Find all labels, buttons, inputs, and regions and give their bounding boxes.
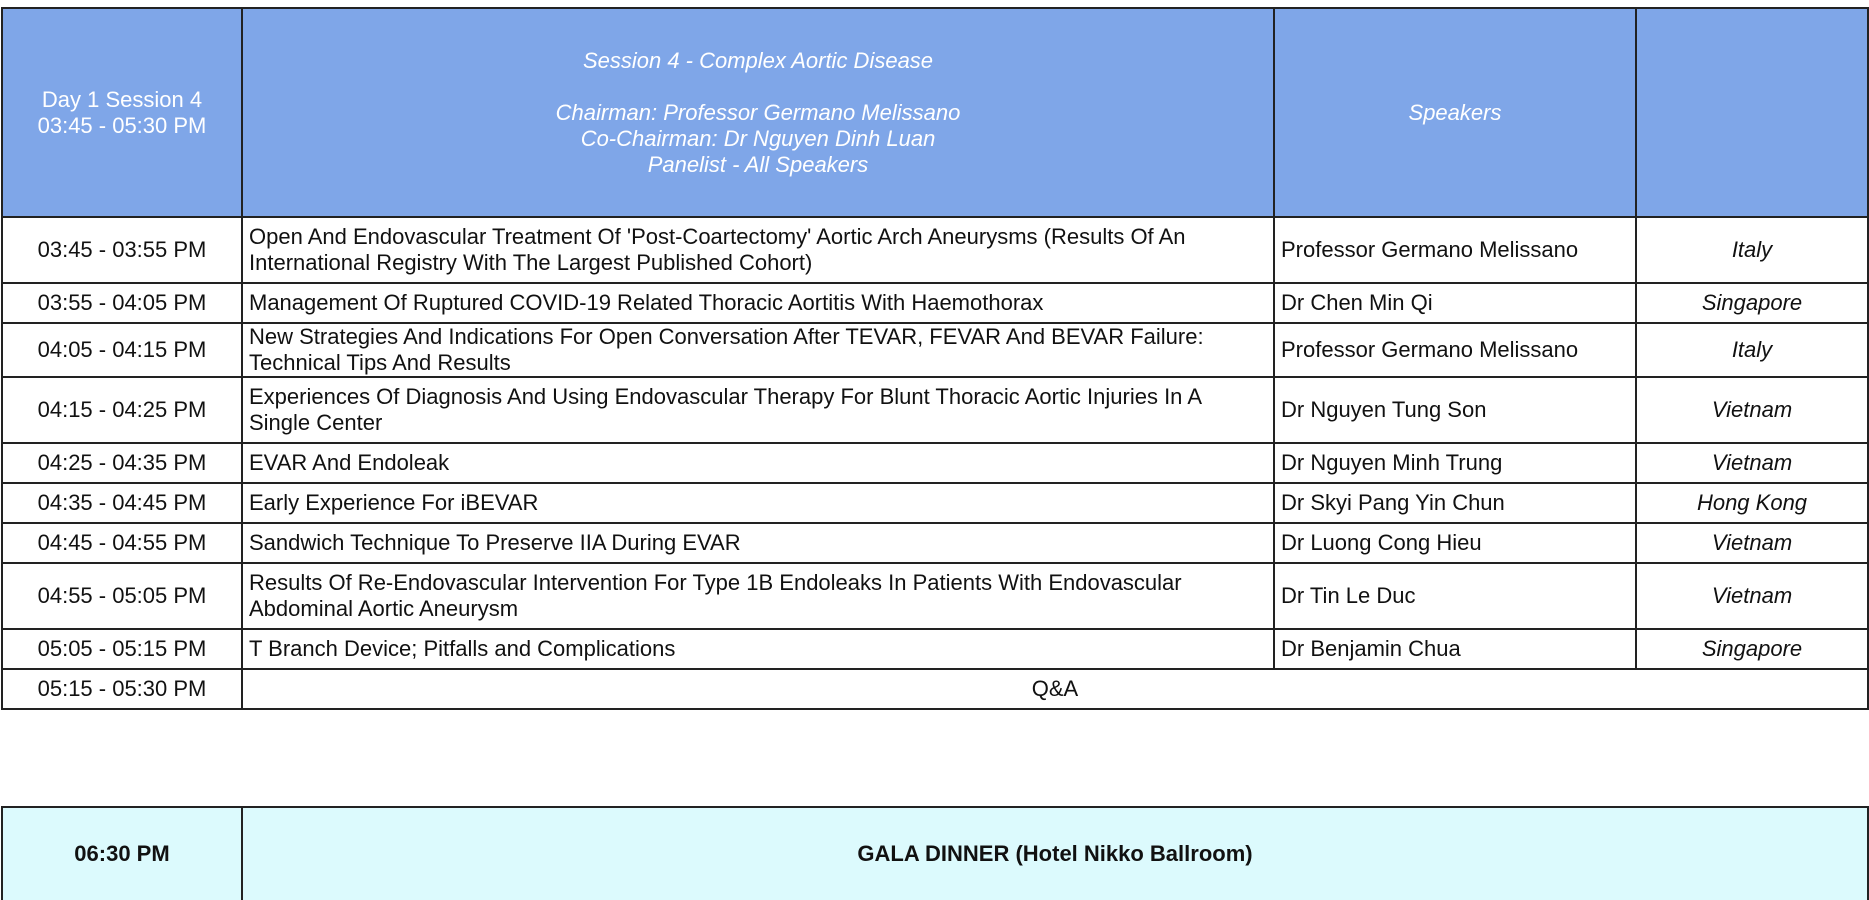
row-country: Vietnam xyxy=(1636,377,1868,443)
table-row xyxy=(2,443,1868,483)
speakers-header: Speakers xyxy=(1274,8,1636,217)
row-time: 04:25 - 04:35 PM xyxy=(2,443,242,483)
row-time: 03:55 - 04:05 PM xyxy=(2,283,242,323)
row-topic: New Strategies And Indications For Open Conversation After TEVAR, FEVAR And BEVAR Failure: Technical Tips And Results xyxy=(242,323,1274,377)
row-speaker: Dr Luong Cong Hieu xyxy=(1274,523,1636,563)
row-topic: Results Of Re-Endovascular Intervention For Type 1B Endoleaks In Patients With Endovascular Abdominal Aortic Aneurysm xyxy=(242,563,1274,629)
qa-label: Q&A xyxy=(242,669,1868,709)
row-topic: Management Of Ruptured COVID-19 Related Thoracic Aortitis With Haemothorax xyxy=(242,283,1274,323)
row-time: 04:35 - 04:45 PM xyxy=(2,483,242,523)
row-country: Vietnam xyxy=(1636,563,1868,629)
gala-table xyxy=(1,806,1869,900)
session-header-row xyxy=(2,8,1868,217)
qa-row xyxy=(2,669,1868,709)
row-country: Singapore xyxy=(1636,629,1868,669)
session-title-cell xyxy=(242,8,1274,217)
row-topic: Experiences Of Diagnosis And Using Endovascular Therapy For Blunt Thoracic Aortic Injuries In A Single Center xyxy=(242,377,1274,443)
session-co-chairman: Co-Chairman: Dr Nguyen Dinh Luan xyxy=(580,125,936,151)
session-panelist: Panelist - All Speakers xyxy=(647,151,869,177)
row-topic: EVAR And Endoleak xyxy=(242,443,1274,483)
row-time: 05:05 - 05:15 PM xyxy=(2,629,242,669)
table-row xyxy=(2,523,1868,563)
row-time: 04:55 - 05:05 PM xyxy=(2,563,242,629)
row-speaker: Dr Skyi Pang Yin Chun xyxy=(1274,483,1636,523)
row-country: Italy xyxy=(1636,323,1868,377)
session-day-time: 03:45 - 05:30 PM xyxy=(37,112,207,138)
row-time: 04:05 - 04:15 PM xyxy=(2,323,242,377)
table-row xyxy=(2,283,1868,323)
row-speaker: Dr Tin Le Duc xyxy=(1274,563,1636,629)
row-topic: Early Experience For iBEVAR xyxy=(242,483,1274,523)
session-title: Session 4 - Complex Aortic Disease xyxy=(582,47,934,73)
row-topic: T Branch Device; Pitfalls and Complications xyxy=(242,629,1274,669)
gala-time: 06:30 PM xyxy=(2,807,242,900)
table-row xyxy=(2,483,1868,523)
table-row xyxy=(2,563,1868,629)
row-topic: Sandwich Technique To Preserve IIA During EVAR xyxy=(242,523,1274,563)
row-country: Vietnam xyxy=(1636,443,1868,483)
row-country: Singapore xyxy=(1636,283,1868,323)
row-speaker: Dr Chen Min Qi xyxy=(1274,283,1636,323)
row-topic: Open And Endovascular Treatment Of 'Post-Coartectomy' Aortic Arch Aneurysms (Results Of An International Registry With The Largest Published Cohort) xyxy=(242,217,1274,283)
row-speaker: Dr Benjamin Chua xyxy=(1274,629,1636,669)
table-row xyxy=(2,323,1868,377)
gala-row xyxy=(2,807,1868,900)
row-speaker: Dr Nguyen Tung Son xyxy=(1274,377,1636,443)
row-country: Italy xyxy=(1636,217,1868,283)
row-time: 04:15 - 04:25 PM xyxy=(2,377,242,443)
row-speaker: Professor Germano Melissano xyxy=(1274,323,1636,377)
qa-time: 05:15 - 05:30 PM xyxy=(2,669,242,709)
table-row xyxy=(2,377,1868,443)
row-time: 04:45 - 04:55 PM xyxy=(2,523,242,563)
row-speaker: Professor Germano Melissano xyxy=(1274,217,1636,283)
country-header xyxy=(1636,8,1868,217)
session-day-label: Day 1 Session 4 xyxy=(41,86,203,112)
session-day-cell xyxy=(2,8,242,217)
session-rows xyxy=(2,217,1868,669)
row-country: Hong Kong xyxy=(1636,483,1868,523)
row-country: Vietnam xyxy=(1636,523,1868,563)
gala-label: GALA DINNER (Hotel Nikko Ballroom) xyxy=(242,807,1868,900)
session-table xyxy=(1,7,1869,710)
session-chairman: Chairman: Professor Germano Melissano xyxy=(555,99,961,125)
row-speaker: Dr Nguyen Minh Trung xyxy=(1274,443,1636,483)
table-row xyxy=(2,629,1868,669)
table-row xyxy=(2,217,1868,283)
row-time: 03:45 - 03:55 PM xyxy=(2,217,242,283)
